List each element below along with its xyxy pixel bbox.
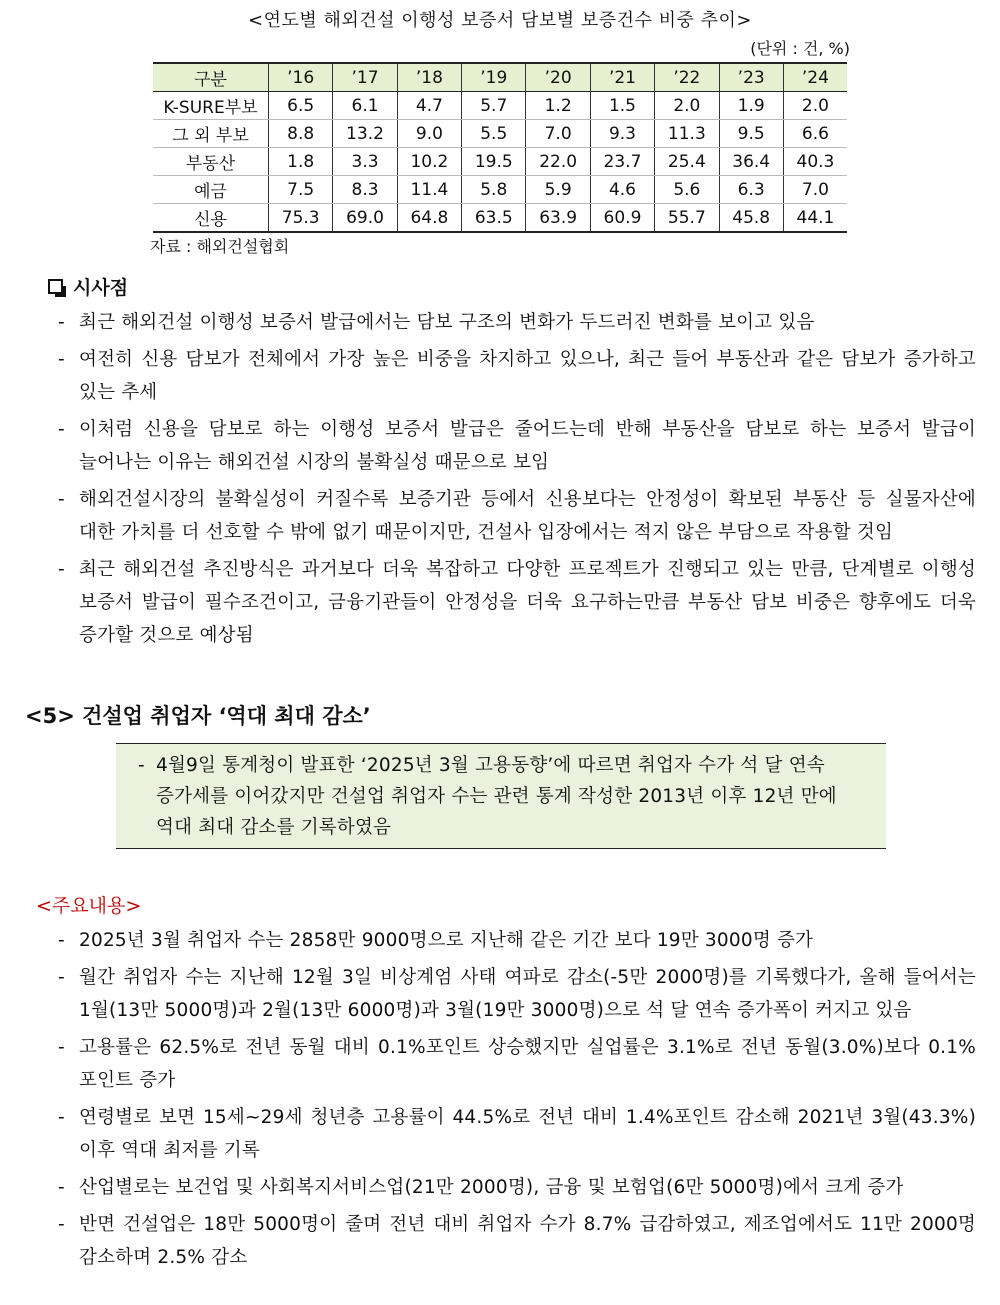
summary-box xyxy=(116,743,886,849)
table-cell: 7.0 xyxy=(526,120,590,148)
table-cell: 5.9 xyxy=(526,176,590,204)
table-cell: 7.5 xyxy=(269,176,333,204)
list-item-text: 반면 건설업은 18만 5000명이 줄며 전년 대비 취업자 수가 8.7% 급감하였고, 제조업에서도 11만 2000명 감소하며 2.5% 감소 xyxy=(79,1214,976,1268)
dash-icon: - xyxy=(58,1037,65,1058)
list-item-text: 산업별로는 보건업 및 사회복지서비스업(21만 2000명), 금융 및 보험업(6만 5000명)에서 크게 증가 xyxy=(79,1177,904,1198)
list-item xyxy=(58,1171,976,1204)
table-cell: 60.9 xyxy=(590,204,654,233)
implications-list xyxy=(58,306,976,656)
table-cell: 5.5 xyxy=(462,120,526,148)
header-cell: ’18 xyxy=(397,63,461,92)
implications-heading xyxy=(48,273,128,300)
table-cell: 5.6 xyxy=(655,176,719,204)
list-item-text: 여전히 신용 담보가 전체에서 가장 높은 비중을 차지하고 있으나, 최근 들어 부동산과 같은 담보가 증가하고 있는 추세 xyxy=(79,349,976,403)
key-content-list xyxy=(58,924,976,1278)
table-cell: 75.3 xyxy=(269,204,333,233)
list-item xyxy=(58,1208,976,1274)
dash-icon: - xyxy=(58,312,65,333)
table-row xyxy=(153,92,847,120)
list-item-text: 최근 해외건설 이행성 보증서 발급에서는 담보 구조의 변화가 두드러진 변화를 보이고 있음 xyxy=(79,312,815,333)
table-cell: 44.1 xyxy=(783,204,847,233)
header-cell: ’20 xyxy=(526,63,590,92)
table-row xyxy=(153,176,847,204)
key-content-heading: <주요내용> xyxy=(36,895,142,917)
table-cell: 13.2 xyxy=(333,120,397,148)
dash-icon: - xyxy=(58,419,65,440)
header-cell: ’22 xyxy=(655,63,719,92)
row-label: 신용 xyxy=(153,204,269,233)
dash-icon: - xyxy=(58,489,65,510)
header-cell: ’17 xyxy=(333,63,397,92)
table-cell: 55.7 xyxy=(655,204,719,233)
checkbox-square-icon xyxy=(48,279,63,294)
table-cell: 2.0 xyxy=(655,92,719,120)
table-cell: 8.3 xyxy=(333,176,397,204)
table-cell: 6.3 xyxy=(719,176,783,204)
table-unit: (단위 : 건, %) xyxy=(750,39,850,58)
table-cell: 45.8 xyxy=(719,204,783,233)
dash-icon: - xyxy=(58,930,65,951)
table-cell: 25.4 xyxy=(655,148,719,176)
table-cell: 69.0 xyxy=(333,204,397,233)
table-cell: 6.5 xyxy=(269,92,333,120)
dash-icon: - xyxy=(58,967,65,988)
header-cell: ’23 xyxy=(719,63,783,92)
table-cell: 7.0 xyxy=(783,176,847,204)
list-item xyxy=(58,413,976,479)
row-label: 예금 xyxy=(153,176,269,204)
table-cell: 6.1 xyxy=(333,92,397,120)
table-cell: 36.4 xyxy=(719,148,783,176)
table-cell: 5.7 xyxy=(462,92,526,120)
table-cell: 63.9 xyxy=(526,204,590,233)
summary-item xyxy=(138,750,870,843)
table-cell: 6.6 xyxy=(783,120,847,148)
table-cell: 40.3 xyxy=(783,148,847,176)
header-cell: ’21 xyxy=(590,63,654,92)
dash-icon: - xyxy=(58,349,65,370)
table-cell: 1.2 xyxy=(526,92,590,120)
row-label: 부동산 xyxy=(153,148,269,176)
list-item xyxy=(58,553,976,652)
table-row xyxy=(153,204,847,233)
list-item xyxy=(58,483,976,549)
table-cell: 9.5 xyxy=(719,120,783,148)
header-cell: ’16 xyxy=(269,63,333,92)
list-item-text: 2025년 3월 취업자 수는 2858만 9000명으로 지난해 같은 기간 보다 19만 3000명 증가 xyxy=(79,930,814,951)
table-cell: 1.9 xyxy=(719,92,783,120)
dash-icon: - xyxy=(58,1214,65,1235)
list-item-text: 연령별로 보면 15세~29세 청년층 고용률이 44.5%로 전년 대비 1.4%포인트 감소해 2021년 3월(43.3%) 이후 역대 최저를 기록 xyxy=(79,1107,976,1161)
implications-heading-label: 시사점 xyxy=(73,277,129,299)
list-item-text: 이처럼 신용을 담보로 하는 이행성 보증서 발급은 줄어드는데 반해 부동산을 담보로 하는 보증서 발급이 늘어나는 이유는 해외건설 시장의 불확실성 때문으로 보임 xyxy=(79,419,976,473)
guarantee-share-table xyxy=(153,62,847,233)
table-header-row xyxy=(153,63,847,92)
list-item-text: 고용률은 62.5%로 전년 동월 대비 0.1%포인트 상승했지만 실업률은 3.1%로 전년 동월(3.0%)보다 0.1%포인트 증가 xyxy=(79,1037,976,1091)
table-cell: 9.0 xyxy=(397,120,461,148)
list-item xyxy=(58,1031,976,1097)
dash-icon: - xyxy=(58,1107,65,1128)
table-cell: 1.8 xyxy=(269,148,333,176)
list-item-text: 해외건설시장의 불확실성이 커질수록 보증기관 등에서 신용보다는 안정성이 확보된 부동산 등 실물자산에 대한 가치를 더 선호할 수 밖에 없기 때문이지만, 건설사 입장에서는 적지 않은 부담으로 작용할 것임 xyxy=(79,489,976,543)
dash-icon: - xyxy=(138,755,145,776)
table-cell: 10.2 xyxy=(397,148,461,176)
list-item-text: 최근 해외건설 추진방식은 과거보다 더욱 복잡하고 다양한 프로젝트가 진행되고 있는 만큼, 단계별로 이행성 보증서 발급이 필수조건이고, 금융기관들이 안정성을 더욱 요구하는만큼 부동산 담보 비중은 향후에도 더욱 증가할 것으로 예상됨 xyxy=(79,559,976,646)
table-cell: 11.4 xyxy=(397,176,461,204)
list-item xyxy=(58,924,976,957)
section-5-heading: <5> 건설업 취업자 ‘역대 최대 감소’ xyxy=(25,704,371,728)
table-cell: 4.7 xyxy=(397,92,461,120)
list-item xyxy=(58,1101,976,1167)
dash-icon: - xyxy=(58,1177,65,1198)
table-cell: 2.0 xyxy=(783,92,847,120)
row-label: K-SURE부보 xyxy=(153,92,269,120)
table-cell: 19.5 xyxy=(462,148,526,176)
table-cell: 22.0 xyxy=(526,148,590,176)
list-item xyxy=(58,961,976,1027)
header-cell: ’24 xyxy=(783,63,847,92)
header-cell: 구분 xyxy=(153,63,269,92)
table-cell: 64.8 xyxy=(397,204,461,233)
table-cell: 3.3 xyxy=(333,148,397,176)
table-cell: 11.3 xyxy=(655,120,719,148)
table-cell: 63.5 xyxy=(462,204,526,233)
table-row xyxy=(153,148,847,176)
table-title: <연도별 해외건설 이행성 보증서 담보별 보증건수 비중 추이> xyxy=(247,10,753,31)
table-cell: 9.3 xyxy=(590,120,654,148)
table-cell: 4.6 xyxy=(590,176,654,204)
row-label: 그 외 부보 xyxy=(153,120,269,148)
table-cell: 8.8 xyxy=(269,120,333,148)
table-cell: 1.5 xyxy=(590,92,654,120)
table-cell: 23.7 xyxy=(590,148,654,176)
header-cell: ’19 xyxy=(462,63,526,92)
list-item-text: 월간 취업자 수는 지난해 12월 3일 비상계엄 사태 여파로 감소(-5만 2000명)를 기록했다가, 올해 들어서는 1월(13만 5000명)과 2월(13만 6000명)과 3월(19만 3000명)으로 석 달 연속 증가폭이 커지고 있음 xyxy=(79,967,976,1021)
table-source: 자료 : 해외건설협회 xyxy=(150,237,290,256)
table-row xyxy=(153,120,847,148)
dash-icon: - xyxy=(58,559,65,580)
summary-text: 4월9일 통계청이 발표한 ‘2025년 3월 고용동향’에 따르면 취업자 수가 석 달 연속 증가세를 이어갔지만 건설업 취업자 수는 관련 통계 작성한 2013년 이후 12년 만에 역대 최대 감소를 기록하였음 xyxy=(156,755,837,838)
list-item xyxy=(58,343,976,409)
list-item xyxy=(58,306,976,339)
table-cell: 5.8 xyxy=(462,176,526,204)
